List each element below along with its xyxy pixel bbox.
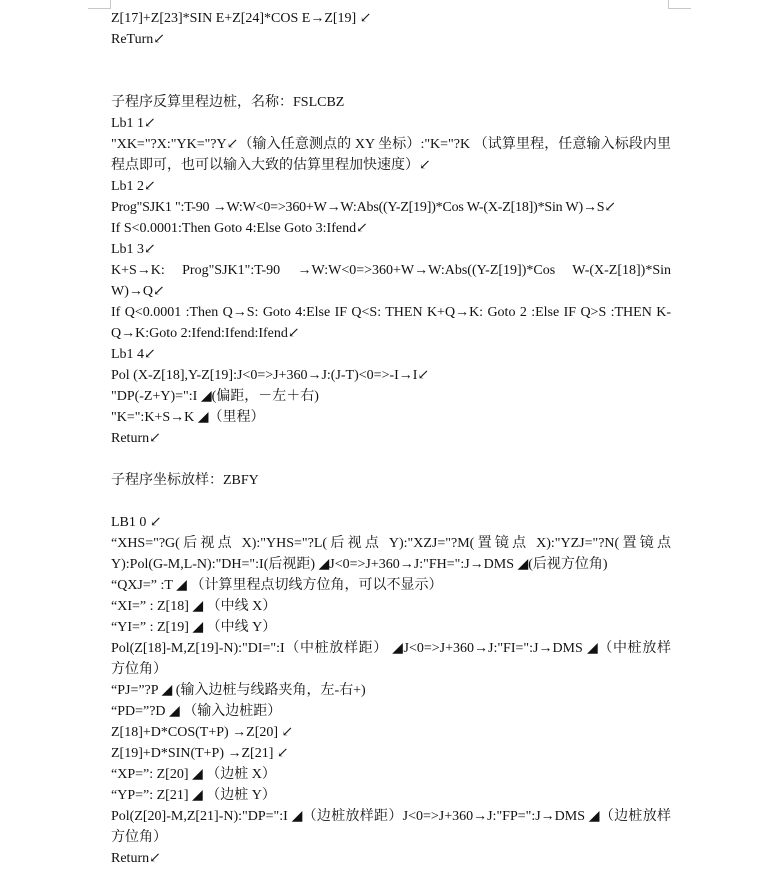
code-line: Prog"SJK1 ":T-90 →W:W<0=>360+W→W:Abs((Y-Z[19])*Cos W-(X-Z[18])*Sin W)→S↙ [111, 200, 616, 215]
blank-line [111, 50, 671, 92]
document-body[interactable] [111, 8, 671, 869]
blank-line [111, 449, 671, 470]
code-line: K+S→K: Prog"SJK1":T-90 →W:W<0=>360+W→W:Abs((Y-Z[19])*Cos W-(X-Z[18])*Sin W)→Q↙ [111, 263, 671, 299]
code-line: Z[18]+D*COS(T+P) →Z[20] ↙ [111, 725, 294, 740]
page-corner-mark-left [88, 0, 111, 9]
code-line: Lb1 2↙ [111, 179, 156, 194]
blank-line [111, 491, 671, 512]
code-line: ReTurn↙ [111, 32, 166, 47]
section-heading: 子程序反算里程边桩，名称：FSLCBZ [111, 95, 345, 110]
code-line: “XI=” : Z[18] ◢ （中线 X） [111, 599, 277, 614]
code-line: Z[17]+Z[23]*SIN E+Z[24]*COS E→Z[19] ↙ [111, 11, 372, 26]
page-corner-mark-right [668, 0, 691, 9]
code-line: Lb1 3↙ [111, 242, 156, 257]
section-heading: 子程序坐标放样：ZBFY [111, 473, 259, 488]
code-line: Pol(Z[20]-M,Z[21]-N):"DP=":I ◢（边桩放样距）J<0=>J+360→J:"FP=":J→DMS ◢（边桩放样方位角） [111, 809, 671, 845]
code-line: "DP(-Z+Y)=":I ◢(偏距，－左＋右) [111, 389, 319, 404]
code-line: “XP=”: Z[20] ◢ （边桩 X） [111, 767, 276, 782]
code-line: “QXJ=” :T ◢ （计算里程点切线方位角，可以不显示） [111, 578, 443, 593]
code-line: “PJ=”?P ◢ (输入边桩与线路夹角，左-右+) [111, 683, 366, 698]
code-line: “PD=”?D ◢ （输入边桩距） [111, 704, 282, 719]
code-line: Lb1 1↙ [111, 116, 156, 131]
code-line: “XHS="?G(后视点 X):"YHS="?L(后视点 Y):"XZJ="?M(置镜点 X):"YZJ="?N(置镜点 Y):Pol(G-M,L-N):"DH=":I(后视距) ◢J<0=>J+360→J:"FH=":J→DMS ◢(后视方位角) [111, 536, 671, 572]
code-line: Return↙ [111, 431, 161, 446]
code-line: Lb1 4↙ [111, 347, 156, 362]
code-line: Pol (X-Z[18],Y-Z[19]:J<0=>J+360→J:(J-T)<0=>-I→I↙ [111, 368, 430, 383]
code-line: Return↙ [111, 851, 161, 866]
code-line: "XK="?X:"YK="?Y↙（输入任意测点的 XY 坐标）:"K="?K （试算里程，任意输入标段内里程点即可，也可以输入大致的估算里程加快速度）↙ [111, 137, 671, 173]
code-line: Z[19]+D*SIN(T+P) →Z[21] ↙ [111, 746, 289, 761]
code-line: Pol(Z[18]-M,Z[19]-N):"DI=":I（中桩放样距） ◢J<0=>J+360→J:"FI=":J→DMS ◢（中桩放样方位角） [111, 641, 671, 677]
code-line: "K=":K+S→K ◢（里程） [111, 410, 265, 425]
code-line: “YI=” : Z[19] ◢ （中线 Y） [111, 620, 277, 635]
code-line: If Q<0.0001 :Then Q→S: Goto 4:Else IF Q<S: THEN K+Q→K: Goto 2 :Else IF Q>S :THEN K-Q→K:Goto 2:Ifend:Ifend:Ifend↙ [111, 305, 671, 341]
code-line: If S<0.0001:Then Goto 4:Else Goto 3:Ifend↙ [111, 221, 368, 236]
code-line: LB1 0 ↙ [111, 515, 162, 530]
code-line: “YP=”: Z[21] ◢ （边桩 Y） [111, 788, 276, 803]
